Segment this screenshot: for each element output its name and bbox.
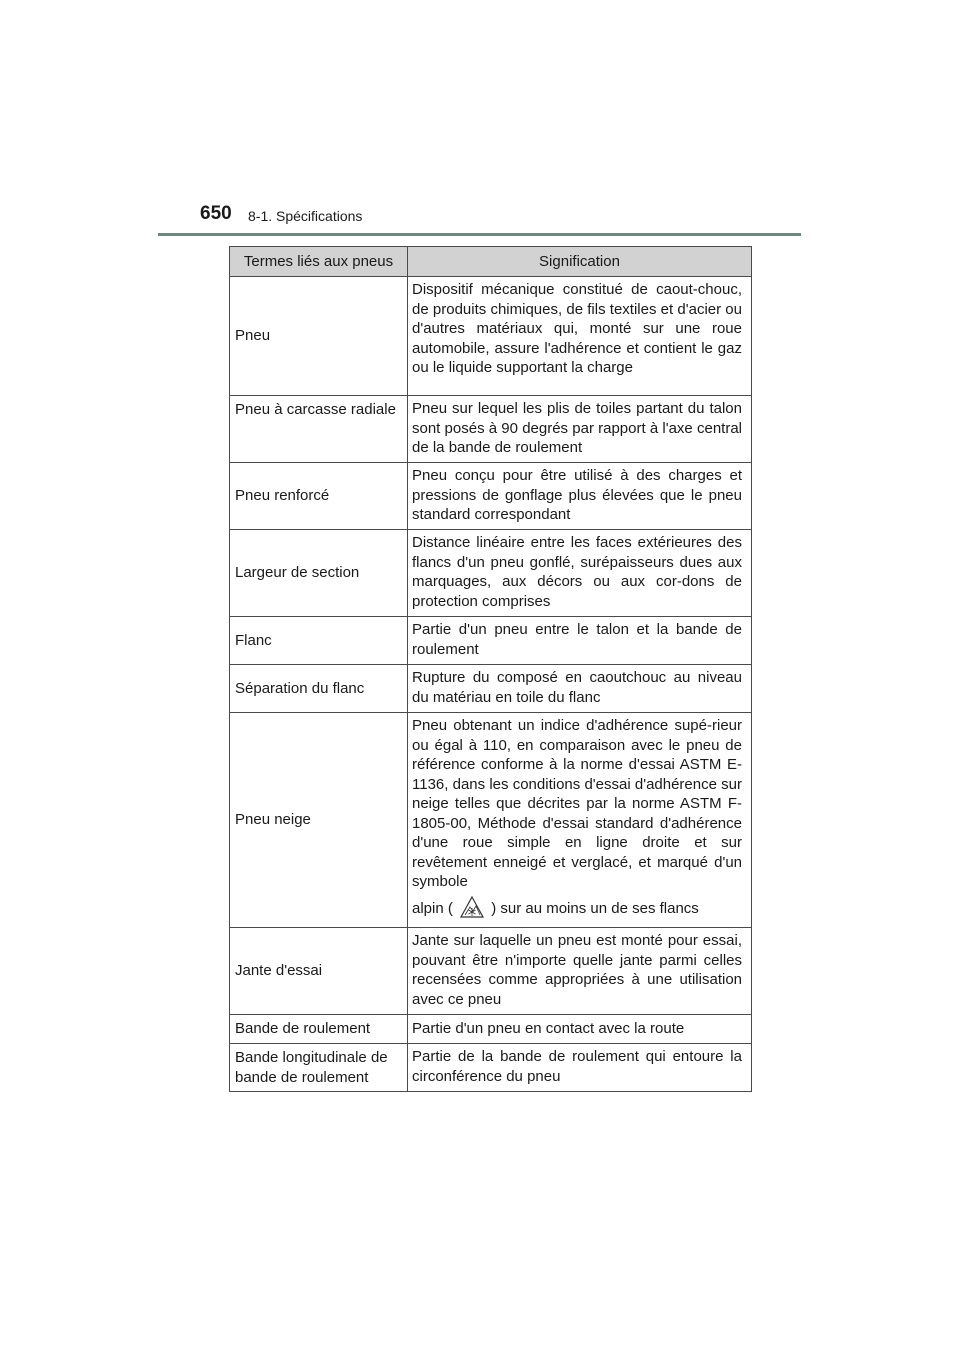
definition-cell bbox=[408, 1015, 752, 1044]
definition-tail bbox=[412, 895, 742, 919]
table-row bbox=[230, 1044, 752, 1092]
term-cell: Séparation du flanc bbox=[230, 665, 408, 713]
definition-cell bbox=[408, 665, 752, 713]
definition-cell bbox=[408, 928, 752, 1015]
definition-cell bbox=[408, 530, 752, 617]
table-row bbox=[230, 928, 752, 1015]
definition-text: Distance linéaire entre les faces extérieures des flancs d'un pneu gonflé, surépaisseurs dues aux marquages, aux décors ou aux cor-dons de protection comprises bbox=[412, 534, 742, 610]
table-row bbox=[230, 277, 752, 396]
definition-text: Pneu obtenant un indice d'adhérence supé-rieur ou égal à 110, en comparaison avec le pneu de référence conforme à la norme d'essai ASTM E-1136, dans les conditions d'essai d'adhérence sur neige telles que décrites par la norme ASTM F-1805-00, Méthode d'essai standard d'adhérence d'une roue simple en ligne droite et sur revêtement enneigé et verglacé, et marqué d'un symbole bbox=[412, 717, 742, 890]
section-title: 8-1. Spécifications bbox=[248, 208, 363, 224]
term-cell: Jante d'essai bbox=[230, 928, 408, 1015]
term-cell: Pneu renforcé bbox=[230, 463, 408, 530]
definition-cell bbox=[408, 713, 752, 928]
definition-text: Partie d'un pneu entre le talon et la bande de roulement bbox=[412, 621, 742, 658]
definition-tail-before: alpin ( bbox=[412, 899, 453, 917]
definition-cell bbox=[408, 277, 752, 396]
definition-cell bbox=[408, 1044, 752, 1092]
table-row bbox=[230, 530, 752, 617]
column-header-meaning: Signification bbox=[408, 247, 752, 277]
table-row bbox=[230, 665, 752, 713]
definition-text: Jante sur laquelle un pneu est monté pour essai, pouvant être n'importe quelle jante parmi celles recensées comme appropriées à une utilisation avec ce pneu bbox=[412, 932, 742, 1008]
term-cell: Pneu neige bbox=[230, 713, 408, 928]
term-cell: Flanc bbox=[230, 617, 408, 665]
definition-text: Dispositif mécanique constitué de caout-chouc, de produits chimiques, de fils textiles et d'acier ou d'autres matériaux qui, monté sur une roue automobile, assure l'adhérence et contient le gaz ou le liquide supportant la charge bbox=[412, 281, 742, 376]
term-cell: Pneu bbox=[230, 277, 408, 396]
definition-text: Pneu sur lequel les plis de toiles partant du talon sont posés à 90 degrés par rapport à l'axe central de la bande de roulement bbox=[412, 400, 742, 456]
term-cell: Bande de roulement bbox=[230, 1015, 408, 1044]
definition-tail-after: ) sur au moins un de ses flancs bbox=[491, 899, 699, 917]
definition-text: Partie de la bande de roulement qui entoure la circonférence du pneu bbox=[412, 1048, 742, 1085]
term-cell: Largeur de section bbox=[230, 530, 408, 617]
definition-text: Rupture du composé en caoutchouc au niveau du matériau en toile du flanc bbox=[412, 669, 742, 706]
definition-text: Pneu conçu pour être utilisé à des charges et pressions de gonflage plus élevées que le pneu standard correspondant bbox=[412, 467, 742, 523]
header-rule bbox=[158, 233, 801, 236]
table-row bbox=[230, 1015, 752, 1044]
table-header-row bbox=[230, 247, 752, 277]
term-cell: Bande longitudinale de bande de roulement bbox=[230, 1044, 408, 1092]
definition-cell bbox=[408, 396, 752, 463]
page-number: 650 bbox=[200, 203, 232, 224]
tire-terms-table bbox=[229, 246, 752, 1092]
column-header-terms: Termes liés aux pneus bbox=[230, 247, 408, 277]
definition-cell bbox=[408, 617, 752, 665]
table-row bbox=[230, 396, 752, 463]
term-cell: Pneu à carcasse radiale bbox=[230, 396, 408, 463]
alpine-snowflake-icon bbox=[459, 895, 485, 919]
table-row bbox=[230, 713, 752, 928]
table-row bbox=[230, 463, 752, 530]
definition-cell bbox=[408, 463, 752, 530]
table-row bbox=[230, 617, 752, 665]
definition-text: Partie d'un pneu en contact avec la route bbox=[412, 1020, 685, 1038]
